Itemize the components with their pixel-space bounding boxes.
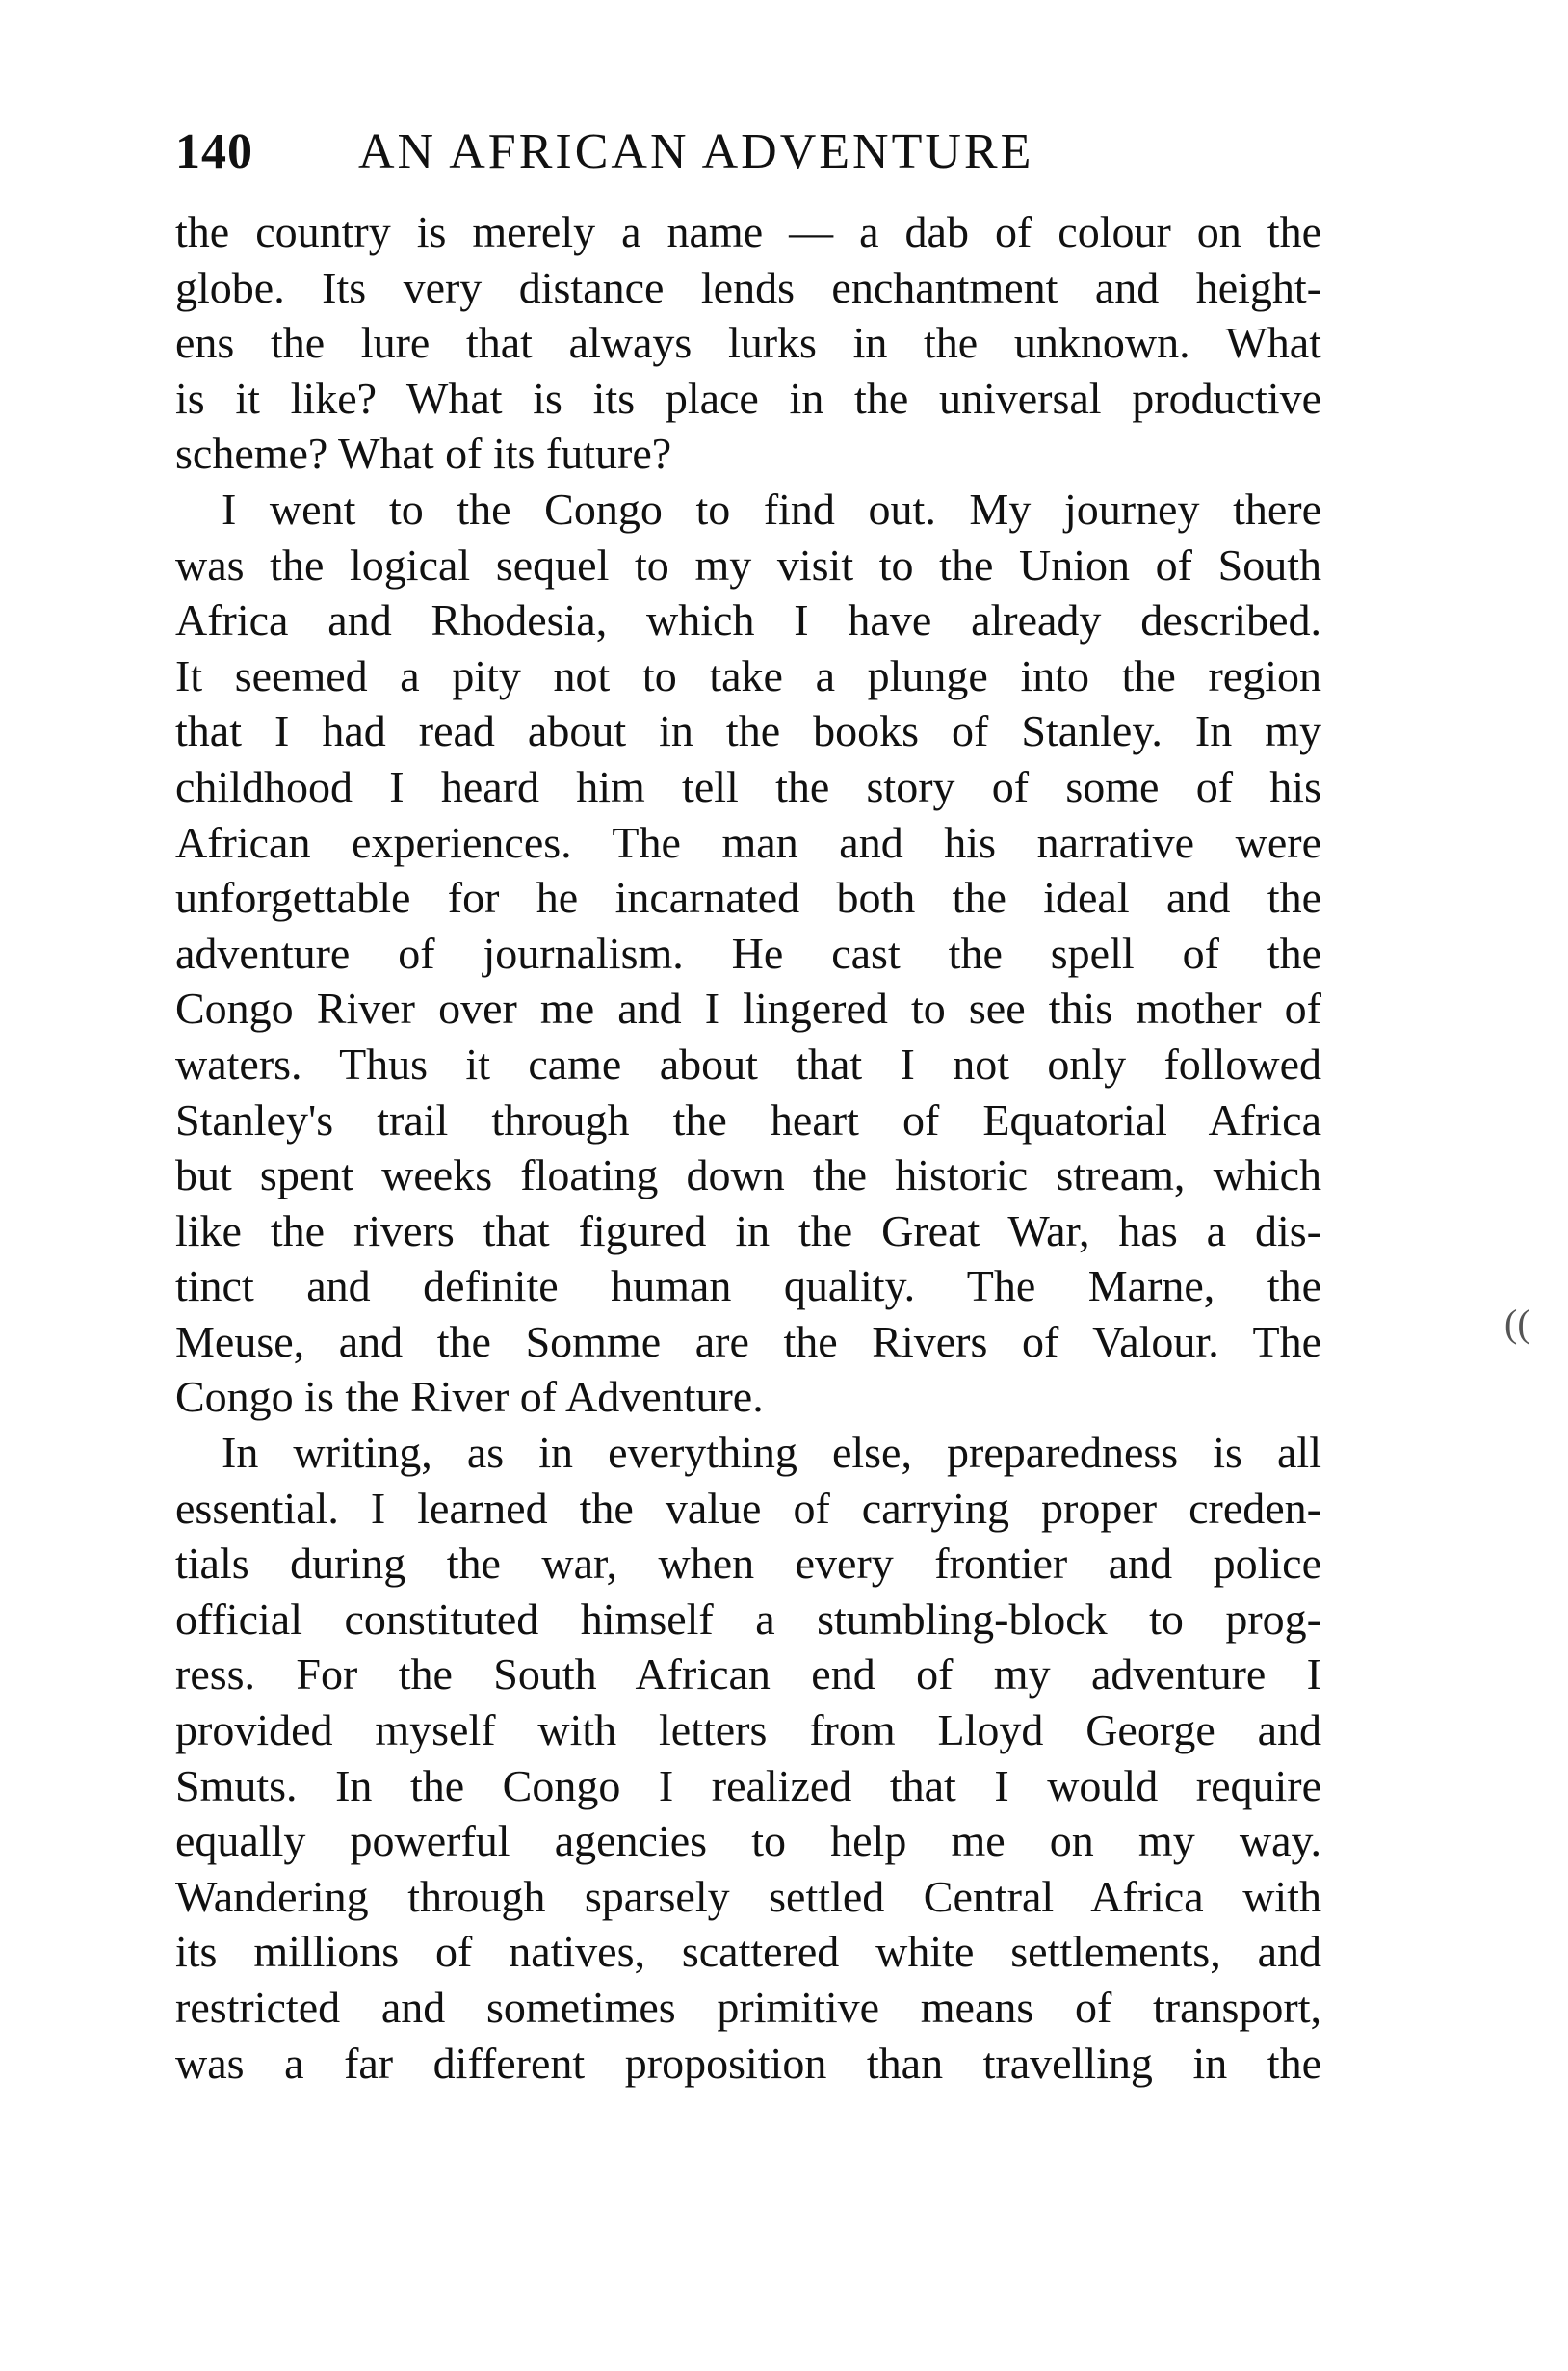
- book-title: AN AFRICAN ADVENTURE: [358, 124, 1034, 179]
- running-head: [175, 114, 1331, 191]
- text-line: Wandering through sparsely settled Central Africa with: [175, 1871, 1321, 1921]
- text-line: provided myself with letters from Lloyd George and: [175, 1705, 1321, 1755]
- text-line: Congo is the River of Adventure.: [175, 1372, 764, 1422]
- text-line: like the rivers that figured in the Great War, has a dis-: [175, 1205, 1321, 1255]
- text-line: scheme? What of its future?: [175, 429, 672, 479]
- text-line: was the logical sequel to my visit to the Union of South: [175, 540, 1321, 590]
- text-line: that I had read about in the books of Stanley. In my: [175, 706, 1321, 756]
- text-line: Stanley's trail through the heart of Equatorial Africa: [175, 1094, 1321, 1145]
- text-line: tinct and definite human quality. The Marne, the: [175, 1261, 1321, 1311]
- text-line: the country is merely a name — a dab of colour on the: [175, 207, 1321, 256]
- text-line: It seemed a pity not to take a plunge into the region: [175, 650, 1321, 700]
- text-line: waters. Thus it came about that I not only followed: [175, 1039, 1321, 1089]
- text-line: official constituted himself a stumbling-block to prog-: [175, 1594, 1321, 1644]
- paragraph-first-line: I went to the Congo to find out. My journey there: [222, 484, 1321, 534]
- text-line: globe. Its very distance lends enchantment and height-: [175, 262, 1321, 312]
- text-line: adventure of journalism. He cast the spell of the: [175, 928, 1321, 978]
- paragraph-first-line: In writing, as in everything else, preparedness is all: [222, 1428, 1321, 1478]
- text-line: ens the lure that always lurks in the unknown. What: [175, 318, 1321, 368]
- margin-mark: ((: [1504, 1302, 1530, 1345]
- text-line: is it like? What is its place in the universal productive: [175, 373, 1321, 423]
- text-line: ress. For the South African end of my adventure I: [175, 1649, 1321, 1699]
- body-text: [175, 204, 1321, 2091]
- page-number: 140: [175, 124, 253, 179]
- text-line: equally powerful agencies to help me on my way.: [175, 1816, 1321, 1866]
- text-line: essential. I learned the value of carrying proper creden-: [175, 1483, 1321, 1533]
- text-line: tials during the war, when every frontier and police: [175, 1539, 1321, 1589]
- text-line: was a far different proposition than travelling in the: [175, 2038, 1321, 2088]
- text-line: Smuts. In the Congo I realized that I would require: [175, 1760, 1321, 1810]
- text-line: restricted and sometimes primitive means of transport,: [175, 1983, 1321, 2032]
- text-line: Africa and Rhodesia, which I have already described.: [175, 595, 1321, 645]
- text-line: Congo River over me and I lingered to see this mother of: [175, 984, 1321, 1034]
- text-line: Meuse, and the Somme are the Rivers of Valour. The: [175, 1316, 1321, 1366]
- text-line: unforgettable for he incarnated both the ideal and the: [175, 873, 1321, 923]
- text-line: African experiences. The man and his narrative were: [175, 817, 1321, 867]
- text-line: its millions of natives, scattered white settlements, and: [175, 1927, 1321, 1977]
- text-line: childhood I heard him tell the story of some of his: [175, 761, 1321, 811]
- text-line: but spent weeks floating down the historic stream, which: [175, 1150, 1321, 1200]
